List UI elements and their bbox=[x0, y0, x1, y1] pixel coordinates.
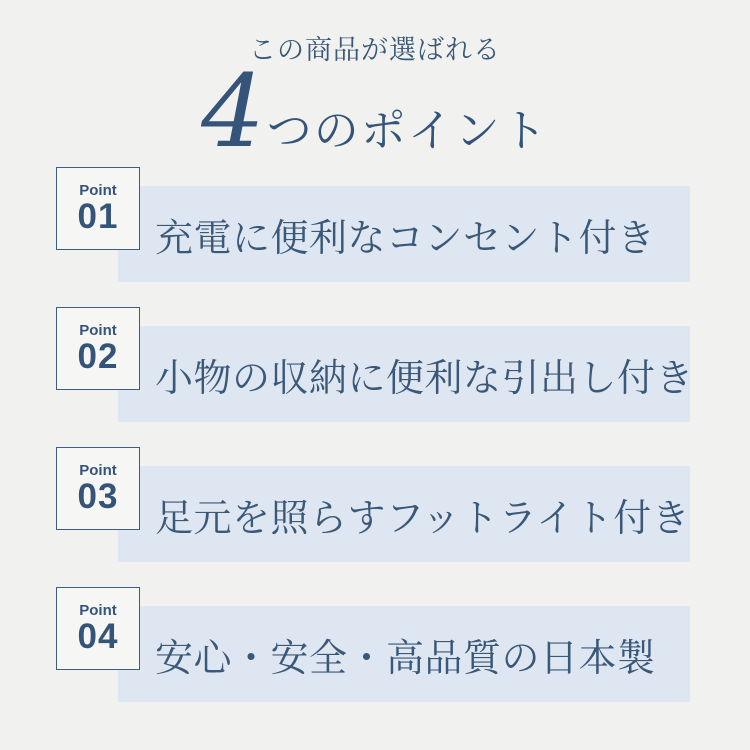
point-row-4 bbox=[0, 587, 750, 702]
point-row-3 bbox=[0, 447, 750, 562]
point-4-number: 04 bbox=[77, 616, 119, 656]
point-1-banner bbox=[118, 186, 690, 282]
subtitle: この商品が選ばれる bbox=[249, 35, 501, 66]
point-2-banner bbox=[118, 326, 695, 422]
point-1-text: 充電に便利なコンセント付き bbox=[155, 215, 656, 260]
point-4-label: Point bbox=[79, 601, 117, 619]
page-title bbox=[0, 53, 750, 170]
point-3-number: 03 bbox=[77, 476, 119, 516]
title-suffix: つのポイント bbox=[266, 104, 549, 157]
point-3-badge bbox=[56, 447, 140, 530]
point-1-label: Point bbox=[79, 181, 117, 199]
point-1-badge bbox=[56, 167, 140, 250]
point-3-label: Point bbox=[79, 461, 117, 479]
point-1-number: 01 bbox=[77, 196, 119, 236]
point-4-text: 安心・安全・高品質の日本製 bbox=[155, 635, 656, 680]
point-4-banner bbox=[118, 606, 690, 702]
point-row-2 bbox=[0, 307, 750, 422]
point-2-label: Point bbox=[79, 321, 117, 339]
point-3-text: 足元を照らすフットライト付き bbox=[155, 495, 691, 540]
title-number: 4 bbox=[201, 53, 265, 170]
point-2-text: 小物の収納に便利な引出し付き bbox=[155, 355, 695, 400]
point-2-badge bbox=[56, 307, 140, 390]
point-3-banner bbox=[118, 466, 690, 562]
point-row-1 bbox=[0, 167, 750, 282]
point-2-number: 02 bbox=[77, 336, 119, 376]
point-4-badge bbox=[56, 587, 140, 670]
